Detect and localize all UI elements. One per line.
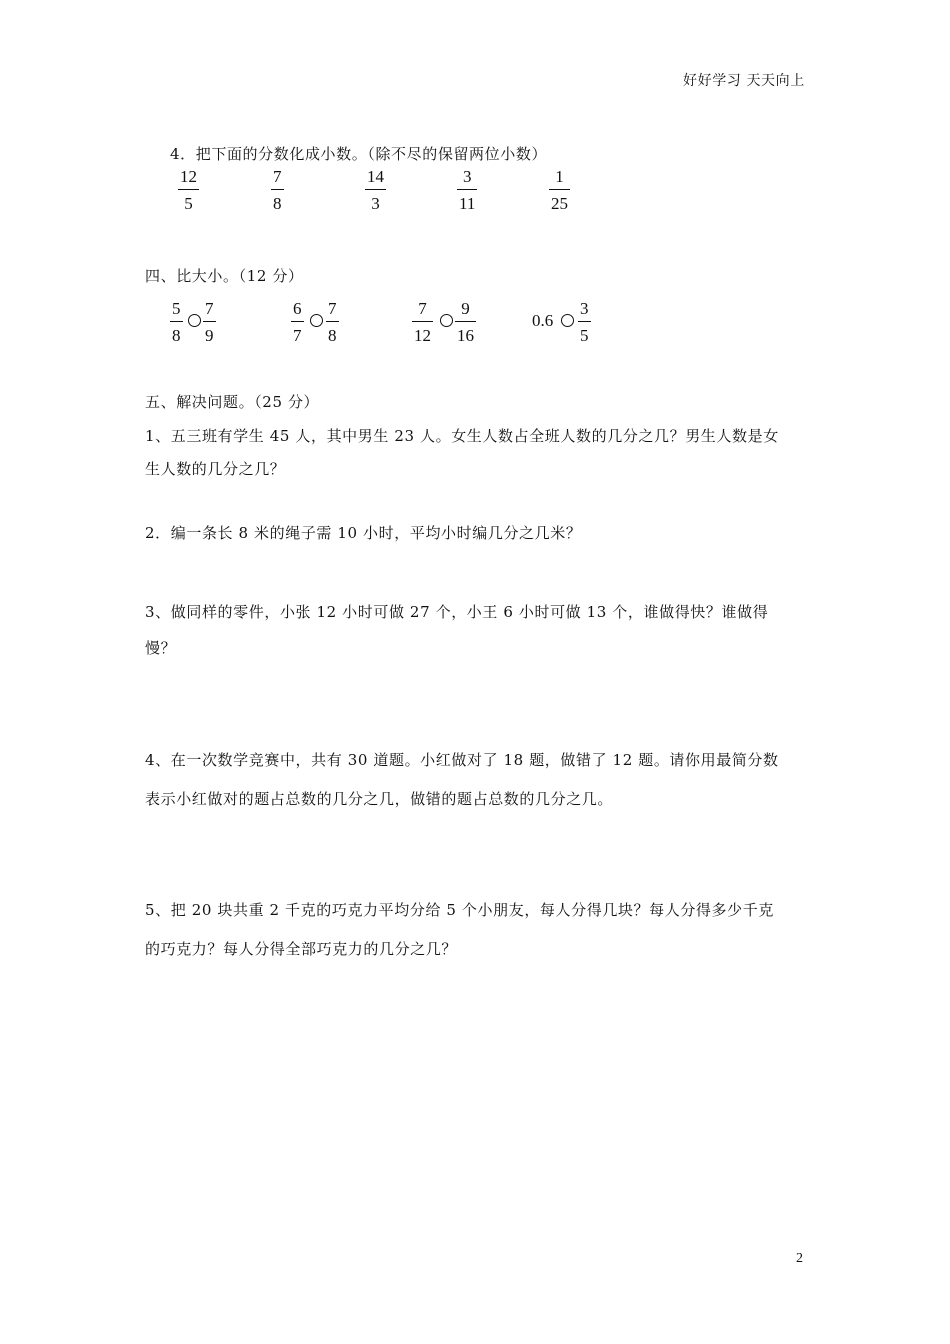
compare-circle-blank[interactable] — [188, 314, 201, 327]
section-4-title: 四、比大小。（12 分） — [145, 267, 304, 285]
fraction-denominator: 12 — [414, 326, 431, 345]
compare-circle-blank[interactable] — [310, 314, 323, 327]
fraction-14-3 — [365, 168, 386, 212]
question-4-title: 4．把下面的分数化成小数。（除不尽的保留两位小数） — [170, 145, 548, 163]
fraction-denominator: 3 — [371, 194, 380, 213]
problem-1-line-1: 1、五三班有学生 45 人，其中男生 23 人。女生人数占全班人数的几分之几？男生人数是女 — [145, 427, 779, 445]
compare-circle-blank[interactable] — [561, 314, 574, 327]
fraction-numerator: 14 — [367, 167, 384, 186]
problem-5-line-1: 5、把 20 块共重 2 千克的巧克力平均分给 5 个小朋友，每人分得几块？每人分得多少千克 — [145, 901, 774, 919]
problem-4-line-2: 表示小红做对的题占总数的几分之几，做错的题占总数的几分之几。 — [145, 790, 614, 808]
compare-2-left-fraction — [291, 300, 304, 344]
fraction-numerator: 7 — [205, 299, 214, 318]
compare-3-left-fraction — [412, 300, 433, 344]
section-5-title: 五、解决问题。（25 分） — [145, 393, 320, 411]
problem-4-line-1: 4、在一次数学竞赛中，共有 30 道题。小红做对了 18 题，做错了 12 题。请你用最简分数 — [145, 751, 779, 769]
fraction-denominator: 11 — [459, 194, 476, 213]
problem-2-line-1: 2．编一条长 8 米的绳子需 10 小时，平均小时编几分之几米？ — [145, 524, 582, 542]
fraction-1-25 — [549, 168, 570, 212]
fraction-3-11 — [457, 168, 477, 212]
fraction-12-5 — [178, 168, 199, 212]
fraction-denominator: 5 — [184, 194, 193, 213]
fraction-denominator: 5 — [580, 326, 589, 345]
fraction-numerator: 9 — [461, 299, 470, 318]
compare-4-left-decimal: 0.6 — [532, 311, 554, 330]
fraction-denominator: 8 — [328, 326, 337, 345]
problem-3-line-2: 慢？ — [145, 639, 177, 657]
compare-3-right-fraction — [455, 300, 476, 344]
fraction-numerator: 3 — [580, 299, 589, 318]
compare-circle-blank[interactable] — [440, 314, 453, 327]
fraction-denominator: 8 — [273, 194, 282, 213]
compare-1-left-fraction — [170, 300, 183, 344]
fraction-numerator: 7 — [273, 167, 282, 186]
compare-1-right-fraction — [203, 300, 216, 344]
fraction-numerator: 7 — [328, 299, 337, 318]
header-slogan: 好好学习 天天向上 — [683, 73, 805, 89]
fraction-denominator: 7 — [293, 326, 302, 345]
fraction-numerator: 6 — [293, 299, 302, 318]
fraction-7-8 — [271, 168, 284, 212]
fraction-denominator: 9 — [205, 326, 214, 345]
compare-2-right-fraction — [326, 300, 339, 344]
compare-4-right-fraction — [578, 300, 591, 344]
fraction-numerator: 7 — [418, 299, 427, 318]
problem-1-line-2: 生人数的几分之几？ — [145, 460, 286, 478]
fraction-numerator: 5 — [172, 299, 181, 318]
page-number: 2 — [796, 1251, 803, 1266]
fraction-numerator: 12 — [180, 167, 197, 186]
fraction-numerator: 1 — [555, 167, 564, 186]
fraction-denominator: 25 — [551, 194, 568, 213]
fraction-denominator: 8 — [172, 326, 181, 345]
problem-3-line-1: 3、做同样的零件，小张 12 小时可做 27 个，小王 6 小时可做 13 个，谁做得快？谁做得 — [145, 603, 769, 621]
fraction-numerator: 3 — [462, 167, 472, 186]
problem-5-line-2: 的巧克力？每人分得全部巧克力的几分之几？ — [145, 940, 458, 958]
fraction-denominator: 16 — [457, 326, 474, 345]
